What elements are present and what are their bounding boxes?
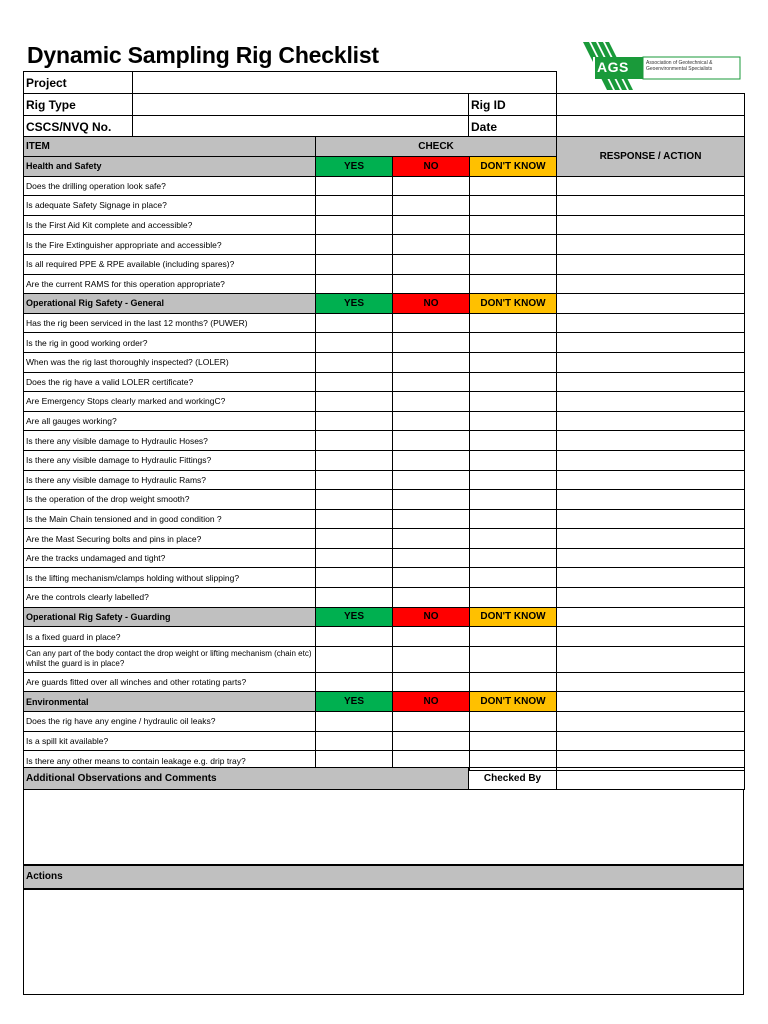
- question-row: [24, 588, 745, 608]
- response-cell[interactable]: [557, 274, 745, 294]
- no-checkbox[interactable]: [393, 235, 470, 255]
- yes-header: YES: [316, 607, 393, 627]
- response-cell[interactable]: [557, 607, 745, 627]
- question-row: [24, 196, 745, 216]
- dont-know-checkbox[interactable]: [470, 333, 557, 353]
- question-row: [24, 215, 745, 235]
- no-checkbox[interactable]: [393, 333, 470, 353]
- question-text: Are the controls clearly labelled?: [24, 588, 316, 608]
- question-text: Is the Fire Extinguisher appropriate and accessible?: [24, 235, 316, 255]
- yes-checkbox[interactable]: [316, 646, 393, 672]
- question-row: [24, 509, 745, 529]
- question-row: [24, 529, 745, 549]
- cscs-label: CSCS/NVQ No.: [24, 116, 133, 138]
- section-header-row: [24, 692, 745, 712]
- question-text: Does the rig have any engine / hydraulic oil leaks?: [24, 712, 316, 732]
- response-cell[interactable]: [557, 627, 745, 647]
- question-text: Is there any visible damage to Hydraulic Hoses?: [24, 431, 316, 451]
- response-cell[interactable]: [557, 254, 745, 274]
- question-text: Are the tracks undamaged and tight?: [24, 548, 316, 568]
- no-header: NO: [393, 607, 470, 627]
- question-row: [24, 450, 745, 470]
- yes-checkbox[interactable]: [316, 274, 393, 294]
- dont-know-checkbox[interactable]: [470, 548, 557, 568]
- yes-checkbox[interactable]: [316, 392, 393, 412]
- section-title: Operational Rig Safety - General: [24, 294, 316, 314]
- no-checkbox[interactable]: [393, 254, 470, 274]
- dont-know-header: DON'T KNOW: [470, 607, 557, 627]
- dont-know-header: DON'T KNOW: [470, 294, 557, 314]
- date-label: Date: [469, 116, 557, 138]
- question-text: Does the drilling operation look safe?: [24, 176, 316, 196]
- cscs-field[interactable]: [133, 116, 469, 138]
- dont-know-checkbox[interactable]: [470, 352, 557, 372]
- question-text: Is all required PPE & RPE available (including spares)?: [24, 254, 316, 274]
- no-checkbox[interactable]: [393, 372, 470, 392]
- question-row: [24, 731, 745, 751]
- dont-know-checkbox[interactable]: [470, 411, 557, 431]
- response-cell[interactable]: [557, 692, 745, 712]
- dont-know-checkbox[interactable]: [470, 215, 557, 235]
- question-row: [24, 411, 745, 431]
- yes-checkbox[interactable]: [316, 411, 393, 431]
- dont-know-checkbox[interactable]: [470, 588, 557, 608]
- yes-header: YES: [316, 294, 393, 314]
- question-row: [24, 372, 745, 392]
- question-row: [24, 490, 745, 510]
- yes-checkbox[interactable]: [316, 712, 393, 732]
- question-text: Is the operation of the drop weight smooth?: [24, 490, 316, 510]
- question-row: [24, 712, 745, 732]
- question-row: [24, 568, 745, 588]
- yes-checkbox[interactable]: [316, 470, 393, 490]
- dont-know-checkbox[interactable]: [470, 646, 557, 672]
- response-cell[interactable]: [557, 294, 745, 314]
- observations-box[interactable]: [23, 789, 744, 865]
- no-checkbox[interactable]: [393, 450, 470, 470]
- question-text: Is adequate Safety Signage in place?: [24, 196, 316, 216]
- dont-know-checkbox[interactable]: [470, 529, 557, 549]
- question-text: Is a spill kit available?: [24, 731, 316, 751]
- question-row: [24, 254, 745, 274]
- question-row: [24, 470, 745, 490]
- dont-know-checkbox[interactable]: [470, 712, 557, 732]
- dont-know-checkbox[interactable]: [470, 731, 557, 751]
- response-cell[interactable]: [557, 470, 745, 490]
- question-text: Are the current RAMS for this operation appropriate?: [24, 274, 316, 294]
- dont-know-checkbox[interactable]: [470, 450, 557, 470]
- check-column-header: CHECK: [316, 137, 557, 157]
- rig-id-field[interactable]: [557, 94, 745, 116]
- no-checkbox[interactable]: [393, 313, 470, 333]
- no-header: NO: [393, 294, 470, 314]
- section-header-row: [24, 607, 745, 627]
- question-row: [24, 235, 745, 255]
- section-header-row: [24, 294, 745, 314]
- question-row: [24, 392, 745, 412]
- observations-header: [23, 767, 745, 790]
- yes-checkbox[interactable]: [316, 490, 393, 510]
- project-label: Project: [24, 72, 133, 94]
- dont-know-header: DON'T KNOW: [470, 692, 557, 712]
- response-cell[interactable]: [557, 411, 745, 431]
- yes-checkbox[interactable]: [316, 450, 393, 470]
- question-text: Is the lifting mechanism/clamps holding without slipping?: [24, 568, 316, 588]
- no-checkbox[interactable]: [393, 646, 470, 672]
- question-text: Is there any visible damage to Hydraulic Rams?: [24, 470, 316, 490]
- response-cell[interactable]: [557, 672, 745, 692]
- response-cell[interactable]: [557, 568, 745, 588]
- response-cell[interactable]: [557, 431, 745, 451]
- no-checkbox[interactable]: [393, 470, 470, 490]
- no-checkbox[interactable]: [393, 672, 470, 692]
- actions-label: Actions: [23, 865, 744, 889]
- response-cell[interactable]: [557, 490, 745, 510]
- yes-checkbox[interactable]: [316, 254, 393, 274]
- response-cell[interactable]: [557, 235, 745, 255]
- yes-checkbox[interactable]: [316, 352, 393, 372]
- ags-logo-text: AGS: [597, 59, 629, 75]
- response-column-header: RESPONSE / ACTION: [557, 137, 745, 177]
- item-column-header: ITEM: [24, 137, 316, 157]
- response-cell[interactable]: [557, 352, 745, 372]
- question-row: [24, 176, 745, 196]
- yes-checkbox[interactable]: [316, 196, 393, 216]
- observations-label: Additional Observations and Comments: [24, 768, 469, 790]
- dont-know-checkbox[interactable]: [470, 490, 557, 510]
- response-cell[interactable]: [557, 646, 745, 672]
- yes-checkbox[interactable]: [316, 672, 393, 692]
- question-row: [24, 333, 745, 353]
- ags-logo-subtitle: Association of Geotechnical & Geoenvironmental Specialists: [646, 60, 713, 72]
- no-checkbox[interactable]: [393, 588, 470, 608]
- question-text: Can any part of the body contact the drop weight or lifting mechanism (chain etc) whilst the guard is in place?: [24, 646, 316, 672]
- question-row: [24, 431, 745, 451]
- response-cell[interactable]: [557, 588, 745, 608]
- dont-know-checkbox[interactable]: [470, 372, 557, 392]
- question-text: Are guards fitted over all winches and other rotating parts?: [24, 672, 316, 692]
- no-checkbox[interactable]: [393, 215, 470, 235]
- rig-type-label: Rig Type: [24, 94, 133, 116]
- page-title: Dynamic Sampling Rig Checklist: [27, 42, 379, 68]
- yes-checkbox[interactable]: [316, 588, 393, 608]
- project-field[interactable]: [133, 72, 557, 94]
- dont-know-checkbox[interactable]: [470, 176, 557, 196]
- no-checkbox[interactable]: [393, 548, 470, 568]
- no-header: NO: [393, 157, 470, 177]
- yes-checkbox[interactable]: [316, 568, 393, 588]
- question-row: [24, 352, 745, 372]
- question-text: Are Emergency Stops clearly marked and workingC?: [24, 392, 316, 412]
- question-row: [24, 646, 745, 672]
- question-text: Are the Mast Securing bolts and pins in place?: [24, 529, 316, 549]
- yes-checkbox[interactable]: [316, 529, 393, 549]
- question-row: [24, 672, 745, 692]
- yes-checkbox[interactable]: [316, 313, 393, 333]
- date-field[interactable]: [557, 116, 745, 138]
- section-title: Operational Rig Safety - Guarding: [24, 607, 316, 627]
- response-cell[interactable]: [557, 509, 745, 529]
- response-cell[interactable]: [557, 450, 745, 470]
- question-row: [24, 313, 745, 333]
- yes-checkbox[interactable]: [316, 431, 393, 451]
- checked-by-label: Checked By: [469, 768, 557, 790]
- response-cell[interactable]: [557, 313, 745, 333]
- dont-know-checkbox[interactable]: [470, 431, 557, 451]
- response-cell[interactable]: [557, 215, 745, 235]
- yes-checkbox[interactable]: [316, 548, 393, 568]
- dont-know-checkbox[interactable]: [470, 274, 557, 294]
- header-fields: [23, 71, 745, 138]
- response-cell[interactable]: [557, 176, 745, 196]
- response-cell[interactable]: [557, 529, 745, 549]
- question-text: Is a fixed guard in place?: [24, 627, 316, 647]
- response-cell[interactable]: [557, 372, 745, 392]
- question-text: Is there any other means to contain leakage e.g. drip tray?: [24, 751, 316, 771]
- actions-box[interactable]: [23, 889, 744, 995]
- question-text: Does the rig have a valid LOLER certificate?: [24, 372, 316, 392]
- no-checkbox[interactable]: [393, 274, 470, 294]
- question-text: Is there any visible damage to Hydraulic Fittings?: [24, 450, 316, 470]
- no-checkbox[interactable]: [393, 568, 470, 588]
- question-row: [24, 274, 745, 294]
- checked-by-field[interactable]: [557, 768, 745, 790]
- dont-know-checkbox[interactable]: [470, 313, 557, 333]
- yes-checkbox[interactable]: [316, 627, 393, 647]
- no-checkbox[interactable]: [393, 627, 470, 647]
- response-cell[interactable]: [557, 196, 745, 216]
- response-cell[interactable]: [557, 712, 745, 732]
- yes-checkbox[interactable]: [316, 333, 393, 353]
- yes-checkbox[interactable]: [316, 235, 393, 255]
- no-header: NO: [393, 692, 470, 712]
- question-text: Has the rig been serviced in the last 12 months? (PUWER): [24, 313, 316, 333]
- no-checkbox[interactable]: [393, 509, 470, 529]
- no-checkbox[interactable]: [393, 411, 470, 431]
- dont-know-checkbox[interactable]: [470, 627, 557, 647]
- no-checkbox[interactable]: [393, 529, 470, 549]
- section-title: Environmental: [24, 692, 316, 712]
- dont-know-checkbox[interactable]: [470, 672, 557, 692]
- dont-know-header: DON'T KNOW: [470, 157, 557, 177]
- no-checkbox[interactable]: [393, 712, 470, 732]
- dont-know-checkbox[interactable]: [470, 509, 557, 529]
- response-cell[interactable]: [557, 548, 745, 568]
- section-title: Health and Safety: [24, 157, 316, 177]
- response-cell[interactable]: [557, 333, 745, 353]
- yes-checkbox[interactable]: [316, 215, 393, 235]
- question-row: [24, 548, 745, 568]
- no-checkbox[interactable]: [393, 731, 470, 751]
- no-checkbox[interactable]: [393, 490, 470, 510]
- yes-checkbox[interactable]: [316, 509, 393, 529]
- rig-id-label: Rig ID: [469, 94, 557, 116]
- question-text: Are all gauges working?: [24, 411, 316, 431]
- yes-checkbox[interactable]: [316, 731, 393, 751]
- dont-know-checkbox[interactable]: [470, 196, 557, 216]
- question-text: When was the rig last thoroughly inspected? (LOLER): [24, 352, 316, 372]
- no-checkbox[interactable]: [393, 392, 470, 412]
- no-checkbox[interactable]: [393, 176, 470, 196]
- question-text: Is the Main Chain tensioned and in good condition ?: [24, 509, 316, 529]
- yes-header: YES: [316, 157, 393, 177]
- dont-know-checkbox[interactable]: [470, 568, 557, 588]
- dont-know-checkbox[interactable]: [470, 254, 557, 274]
- checklist-table: [23, 136, 745, 771]
- rig-type-field[interactable]: [133, 94, 469, 116]
- yes-checkbox[interactable]: [316, 372, 393, 392]
- no-checkbox[interactable]: [393, 196, 470, 216]
- dont-know-checkbox[interactable]: [470, 392, 557, 412]
- no-checkbox[interactable]: [393, 352, 470, 372]
- question-text: Is the First Aid Kit complete and accessible?: [24, 215, 316, 235]
- question-text: Is the rig in good working order?: [24, 333, 316, 353]
- no-checkbox[interactable]: [393, 431, 470, 451]
- dont-know-checkbox[interactable]: [470, 235, 557, 255]
- question-row: [24, 627, 745, 647]
- response-cell[interactable]: [557, 731, 745, 751]
- dont-know-checkbox[interactable]: [470, 470, 557, 490]
- response-cell[interactable]: [557, 392, 745, 412]
- yes-header: YES: [316, 692, 393, 712]
- yes-checkbox[interactable]: [316, 176, 393, 196]
